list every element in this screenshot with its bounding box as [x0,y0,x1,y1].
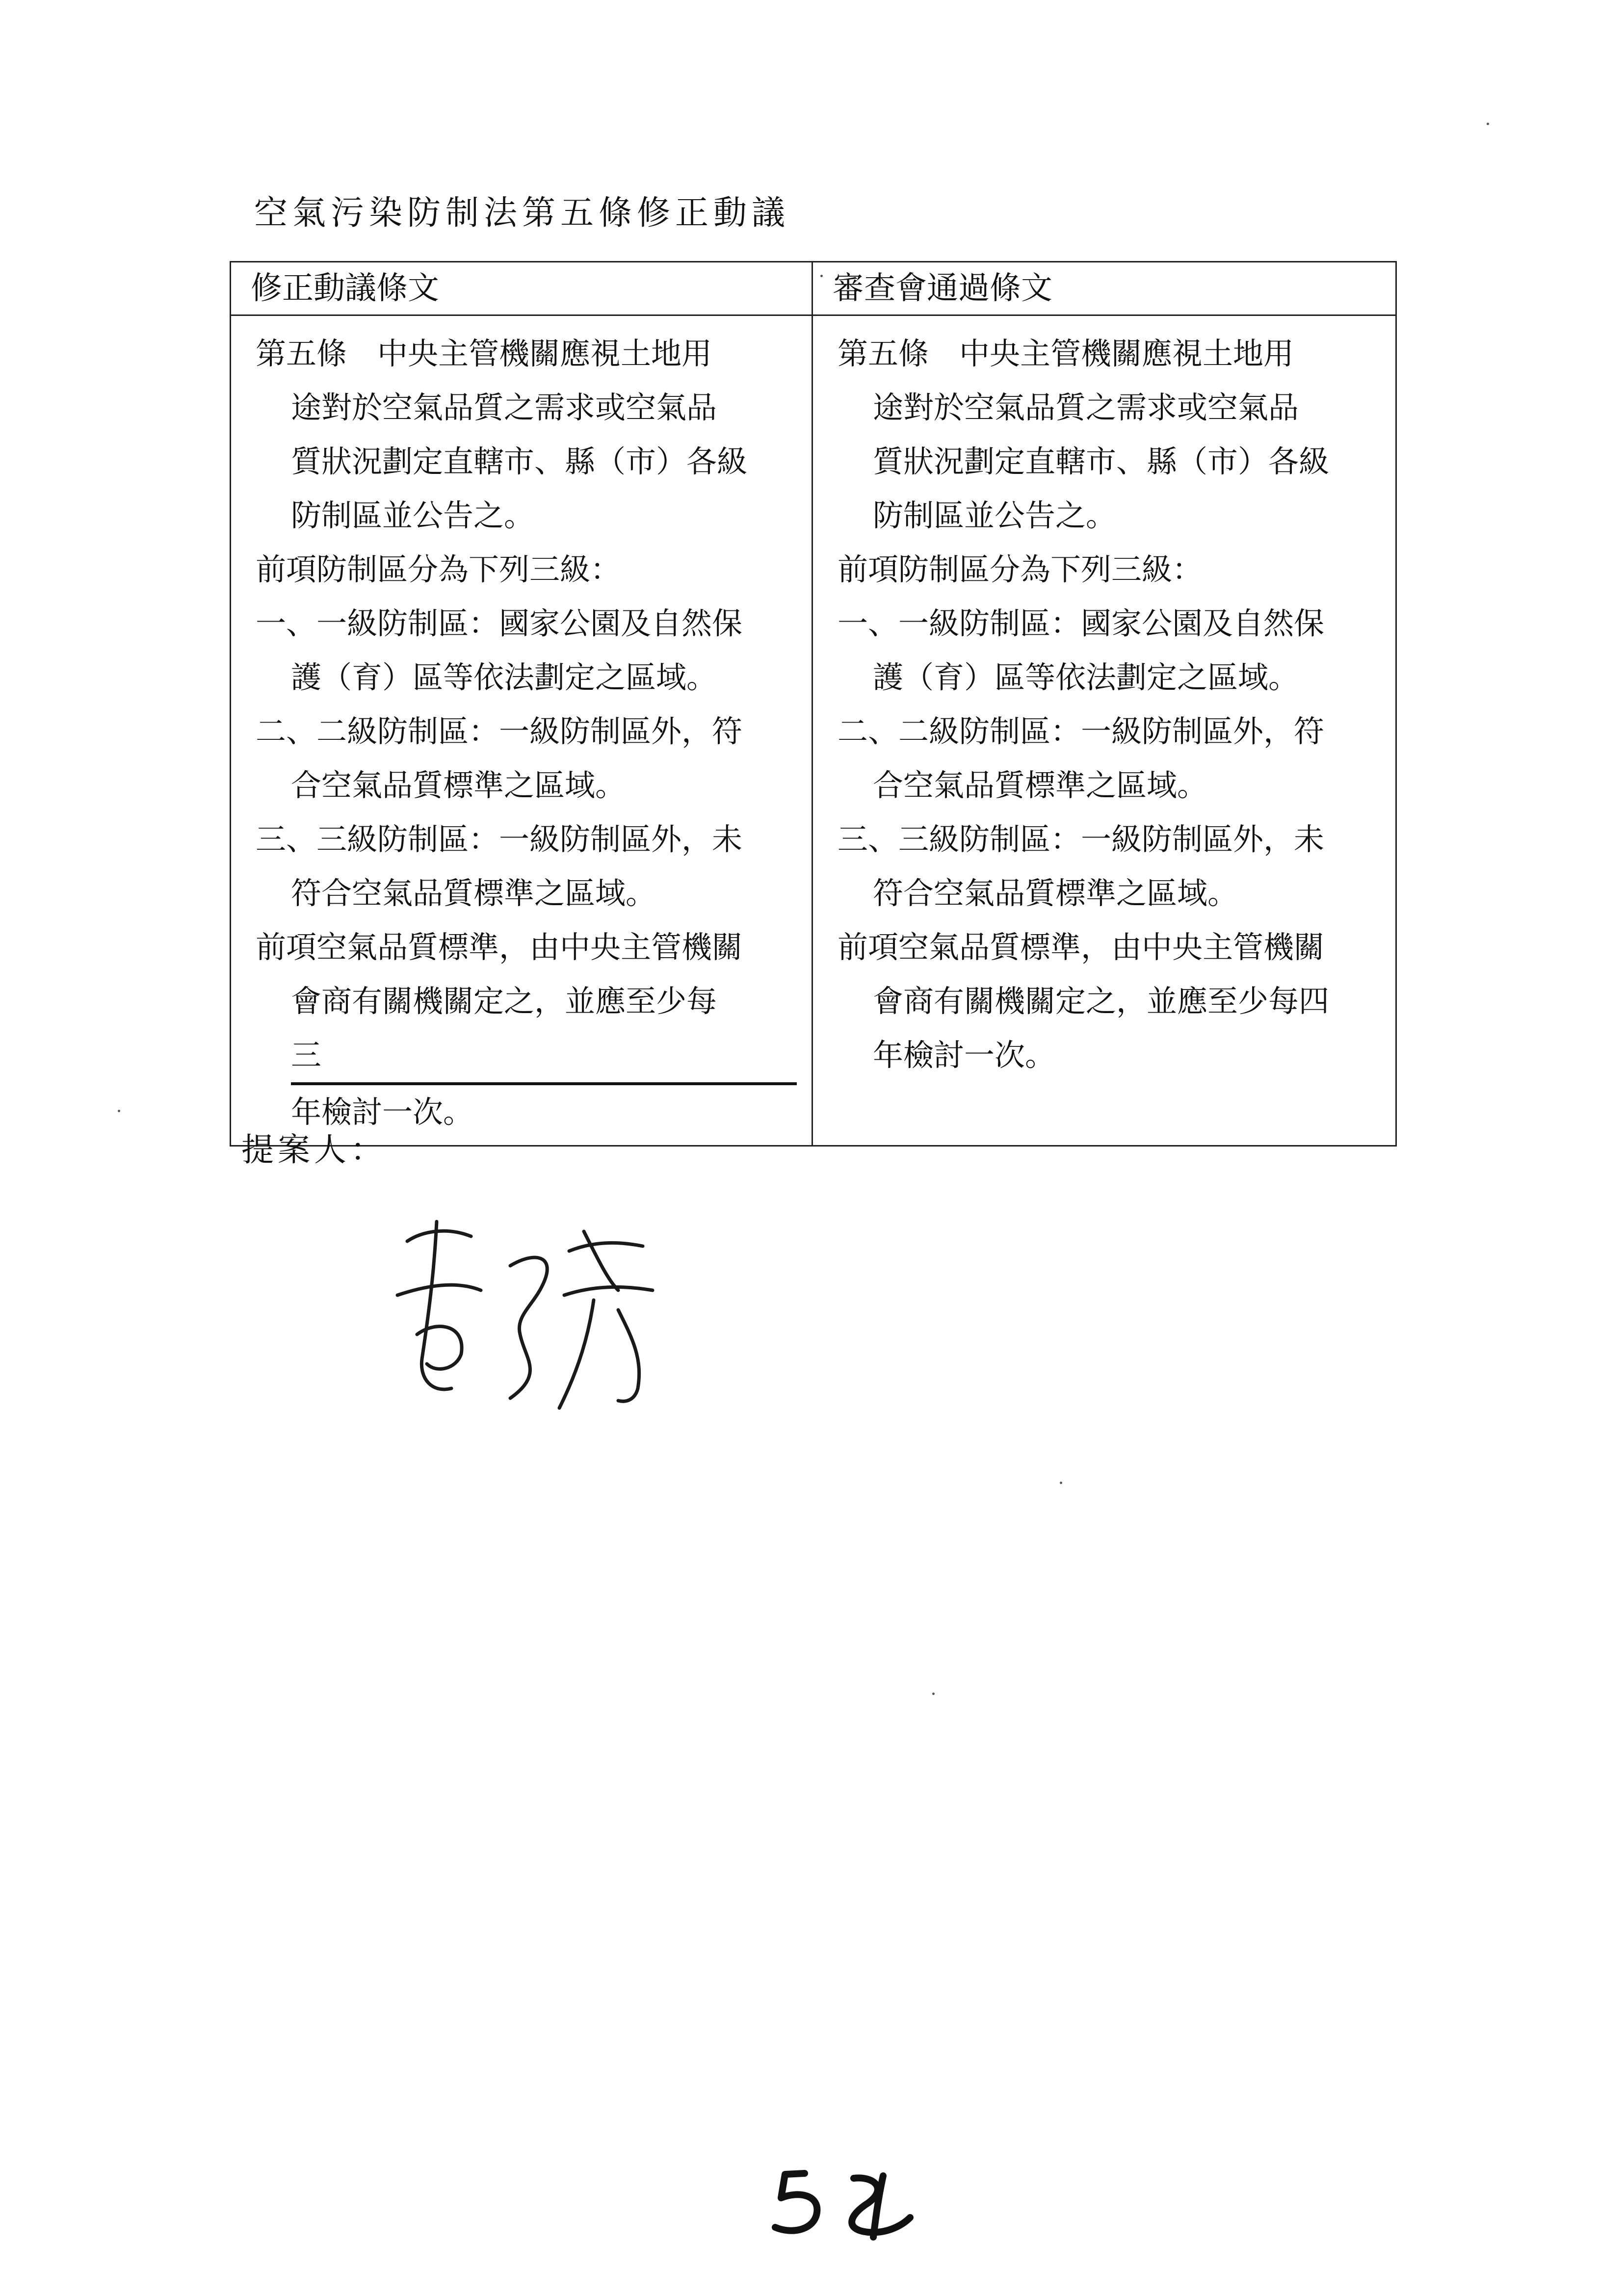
committee-text-cell [812,315,1396,1146]
paragraph [256,543,797,597]
paragraph-line: 質狀況劃定直轄市、縣（市）各級 [873,444,1330,479]
paragraph-line: 護（育）區等依法劃定之區域。 [291,659,717,695]
paragraph [256,597,797,704]
scan-speck [1060,1482,1062,1484]
scan-speck [118,1110,120,1112]
header-committee-text: 審查會通過條文 [812,262,1396,315]
underlined-amendment-text: 三 [291,1028,797,1085]
paragraph-line: 符合空氣品質標準之區域。 [873,875,1238,911]
paragraph [838,597,1381,704]
paragraph [838,920,1381,1082]
handwritten-signature [388,1212,662,1418]
proposer-label: 提案人： [241,1131,387,1169]
paragraph-line: 符合空氣品質標準之區域。 [291,875,656,911]
paragraph [838,812,1381,920]
table-body-row [231,315,1396,1146]
paragraph-line: 途對於空氣品質之需求或空氣品 [291,390,717,425]
paragraph-line: 途對於空氣品質之需求或空氣品 [873,390,1299,425]
paragraph [256,920,797,1139]
amendment-text-cell [231,315,812,1146]
paragraph [256,327,797,543]
paragraph-line: 護（育）區等依法劃定之區域。 [873,659,1299,695]
scan-speck [932,1693,935,1695]
paragraph-line: 年檢討一次。 [291,1094,474,1130]
paragraph [838,327,1381,543]
paragraph-first-line: 前項空氣品質標準，由中央主管機關 [838,929,1325,965]
paragraph-first-line: 二、二級防制區：一級防制區外，符 [838,713,1325,749]
paragraph-first-line: 前項空氣品質標準，由中央主管機關 [256,929,743,965]
paragraph [256,812,797,920]
handwritten-page-number [770,2168,917,2242]
paragraph [838,543,1381,597]
table-header-row [231,262,1396,315]
paragraph-first-line: 三、三級防制區：一級防制區外，未 [256,821,743,857]
paragraph-first-line: 二、二級防制區：一級防制區外，符 [256,713,743,749]
scan-speck [1487,123,1489,125]
paragraph-line: 合空氣品質標準之區域。 [291,767,626,803]
scan-speck [820,275,823,277]
paragraph-line: 合空氣品質標準之區域。 [873,767,1208,803]
paragraph-line: 質狀況劃定直轄市、縣（市）各級 [291,444,748,479]
paragraph-first-line: 一、一級防制區：國家公園及自然保 [838,605,1325,641]
paragraph-first-line: 一、一級防制區：國家公園及自然保 [256,605,743,641]
paragraph-first-line: 三、三級防制區：一級防制區外，未 [838,821,1325,857]
paragraph-line: 防制區並公告之。 [873,497,1117,533]
paragraph-first-line: 第五條 中央主管機關應視土地用 [256,336,712,371]
paragraph-line: 防制區並公告之。 [291,497,535,533]
paragraph-first-line: 前項防制區分為下列三級： [256,551,621,587]
paragraph-line: 會商有關機關定之，並應至少每四 [873,983,1330,1019]
paragraph-line-text: 會商有關機關定之，並應至少每 [291,983,717,1019]
paragraph [256,704,797,812]
motion-table [230,261,1397,1147]
paragraph [838,704,1381,812]
paragraph-line [291,974,797,1085]
document-title: 空氣污染防制法第五條修正動議 [254,194,790,233]
paragraph-first-line: 前項防制區分為下列三級： [838,551,1203,587]
paragraph-first-line: 第五條 中央主管機關應視土地用 [838,336,1294,371]
paragraph-line: 年檢討一次。 [873,1037,1056,1073]
header-amendment-text: 修正動議條文 [231,262,812,315]
